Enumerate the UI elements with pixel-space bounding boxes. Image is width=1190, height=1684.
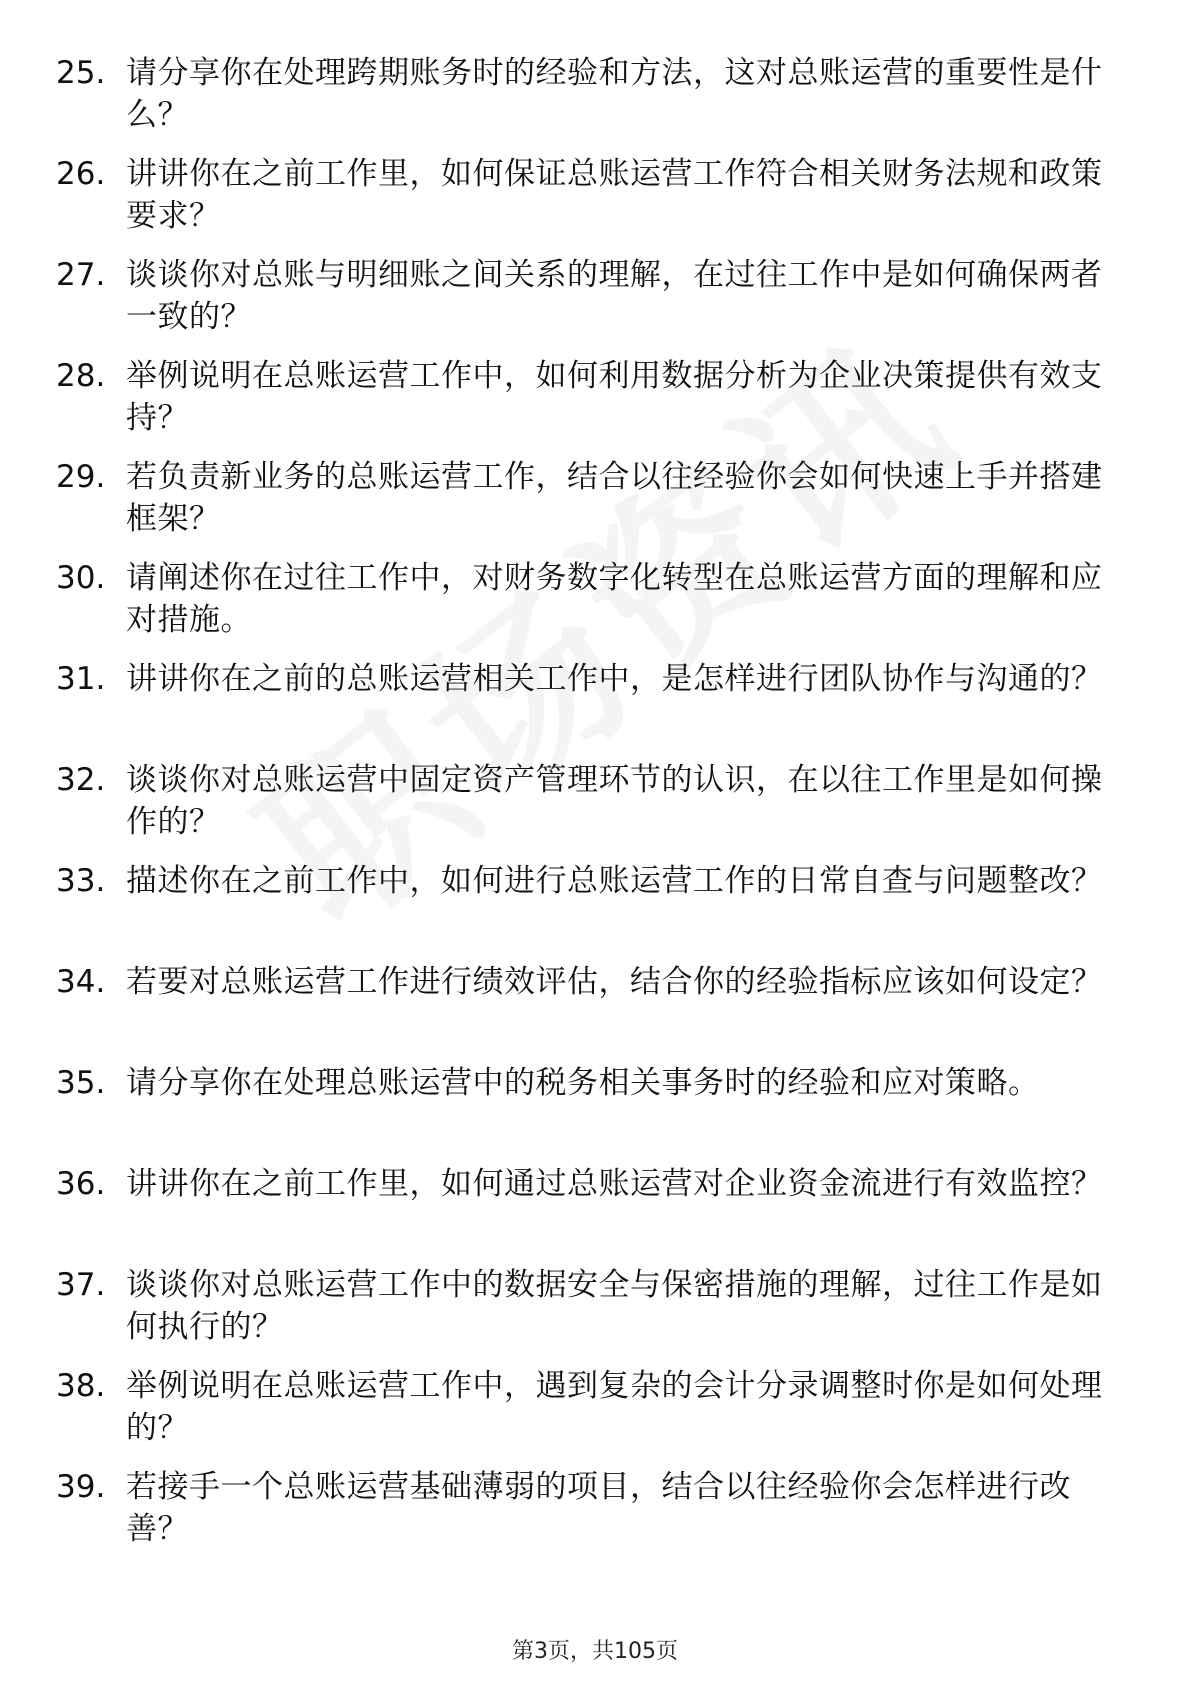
question-text: 若接手一个总账运营基础薄弱的项目，结合以往经验你会怎样进行改善？ [126, 1469, 1071, 1547]
question-text: 请分享你在处理总账运营中的税务相关事务时的经验和应对策略。 [126, 1065, 1040, 1101]
question-number: 37. [56, 1267, 106, 1303]
question-item [0, 254, 1190, 355]
question-text: 讲讲你在之前工作里，如何通过总账运营对企业资金流进行有效监控？ [126, 1166, 1103, 1202]
question-item [0, 759, 1190, 860]
question-text: 谈谈你对总账与明细账之间关系的理解，在过往工作中是如何确保两者一致的？ [126, 257, 1103, 335]
question-text: 讲讲你在之前的总账运营相关工作中，是怎样进行团队协作与沟通的？ [126, 661, 1103, 697]
page-footer: 第3页，共105页 [512, 1639, 678, 1664]
question-number: 29. [56, 459, 106, 495]
question-item [0, 658, 1190, 759]
question-text: 请分享你在处理跨期账务时的经验和方法，这对总账运营的重要性是什么？ [126, 55, 1103, 133]
question-text: 讲讲你在之前工作里，如何保证总账运营工作符合相关财务法规和政策要求？ [126, 156, 1103, 234]
question-item [0, 456, 1190, 557]
question-item [0, 557, 1190, 658]
question-text: 若负责新业务的总账运营工作，结合以往经验你会如何快速上手并搭建框架？ [126, 459, 1103, 537]
question-number: 34. [56, 964, 106, 1000]
question-item [0, 153, 1190, 254]
question-item [0, 1163, 1190, 1264]
question-item [0, 355, 1190, 456]
question-number: 38. [56, 1368, 106, 1404]
question-number: 28. [56, 358, 106, 394]
question-item [0, 1466, 1190, 1567]
question-text: 举例说明在总账运营工作中，遇到复杂的会计分录调整时你是如何处理的？ [126, 1368, 1103, 1446]
question-text: 谈谈你对总账运营中固定资产管理环节的认识，在以往工作里是如何操作的？ [126, 762, 1103, 840]
question-number: 39. [56, 1469, 106, 1505]
question-number: 25. [56, 55, 106, 91]
question-item [0, 961, 1190, 1062]
question-number: 26. [56, 156, 106, 192]
question-number: 27. [56, 257, 106, 293]
question-item [0, 860, 1190, 961]
question-text: 描述你在之前工作中，如何进行总账运营工作的日常自查与问题整改？ [126, 863, 1103, 899]
question-number: 36. [56, 1166, 106, 1202]
question-text: 若要对总账运营工作进行绩效评估，结合你的经验指标应该如何设定？ [126, 964, 1103, 1000]
question-text: 谈谈你对总账运营工作中的数据安全与保密措施的理解，过往工作是如何执行的？ [126, 1267, 1103, 1345]
question-number: 31. [56, 661, 106, 697]
question-number: 35. [56, 1065, 106, 1101]
question-number: 30. [56, 560, 106, 596]
question-item [0, 52, 1190, 153]
question-number: 32. [56, 762, 106, 798]
question-item [0, 1365, 1190, 1466]
question-list [0, 52, 1190, 1567]
question-item [0, 1062, 1190, 1163]
question-number: 33. [56, 863, 106, 899]
question-text: 举例说明在总账运营工作中，如何利用数据分析为企业决策提供有效支持？ [126, 358, 1103, 436]
question-item [0, 1264, 1190, 1365]
question-text: 请阐述你在过往工作中，对财务数字化转型在总账运营方面的理解和应对措施。 [126, 560, 1103, 638]
